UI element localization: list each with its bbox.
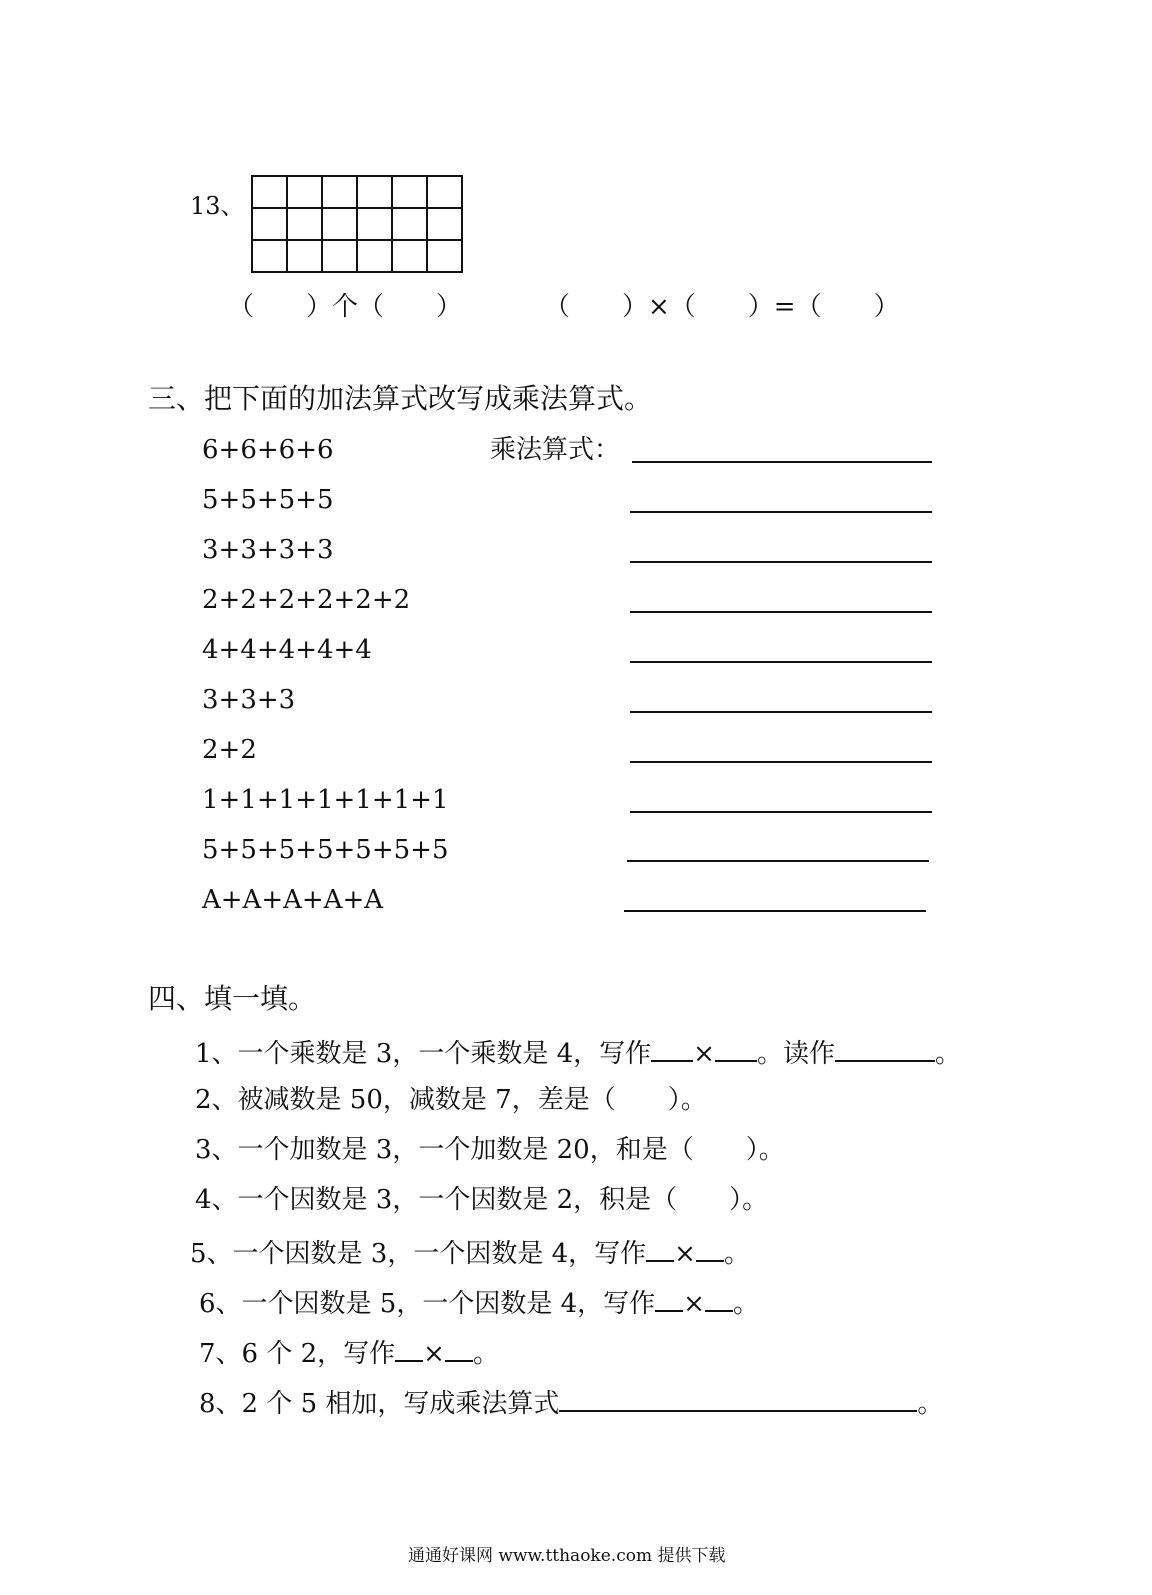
grid-cell — [427, 240, 462, 272]
question-5-text: 5、一个因数是 3，一个因数是 4，写作 — [190, 1239, 647, 1269]
addition-expression-7: 2+2 — [202, 735, 257, 765]
question-5-blank-b[interactable] — [696, 1234, 724, 1262]
question-6-blank-b[interactable] — [705, 1284, 733, 1312]
question-5-end: 。 — [723, 1239, 750, 1269]
grid-cell — [392, 208, 427, 240]
fill-question-2: 2、被减数是 50，减数是 7，差是（ ）。 — [195, 1085, 707, 1115]
fill-question-7 — [199, 1334, 499, 1370]
grid-cell — [287, 176, 322, 208]
grid-cell — [357, 240, 392, 272]
grid-cell — [252, 208, 287, 240]
question-5-blank-a[interactable] — [646, 1234, 674, 1262]
addition-expression-1: 6+6+6+6 — [202, 435, 334, 465]
answer-blank-5[interactable] — [630, 661, 932, 663]
answer-blank-8[interactable] — [630, 811, 932, 813]
footer-source: 通通好课网 www.tthaoke.com 提供下载 — [408, 1546, 726, 1566]
fill-question-5 — [190, 1234, 750, 1270]
fill-question-3: 3、一个加数是 3，一个加数是 20，和是（ ）。 — [195, 1135, 785, 1165]
question-1-blank-b[interactable] — [715, 1034, 757, 1062]
question-7-end: 。 — [472, 1339, 499, 1369]
question-1-text: 1、一个乘数是 3，一个乘数是 4，写作 — [195, 1039, 652, 1069]
question-1-read-blank[interactable] — [835, 1034, 935, 1062]
grid-row — [252, 176, 462, 208]
problem-13-number: 13、 — [190, 192, 245, 220]
problem-13-answer-left: （ ）个（ ） — [228, 292, 463, 322]
question-8-text: 8、2 个 5 相加，写成乘法算式 — [199, 1389, 560, 1419]
times-sign: × — [674, 1239, 696, 1269]
question-7-text: 7、6 个 2，写作 — [199, 1339, 396, 1369]
question-6-text: 6、一个因数是 5，一个因数是 4，写作 — [199, 1289, 656, 1319]
question-8-end: 。 — [917, 1389, 944, 1419]
addition-expression-5: 4+4+4+4+4 — [202, 635, 372, 665]
times-sign: × — [423, 1339, 445, 1369]
grid-cell — [427, 208, 462, 240]
grid-cell — [427, 176, 462, 208]
grid-cell — [287, 208, 322, 240]
grid-cell — [322, 208, 357, 240]
answer-blank-9[interactable] — [627, 860, 929, 862]
section-3-heading: 三、把下面的加法算式改写成乘法算式。 — [148, 382, 653, 415]
addition-expression-10: A+A+A+A+A — [202, 885, 384, 915]
answer-blank-1[interactable] — [632, 461, 932, 463]
grid-cell — [252, 240, 287, 272]
question-1-blank-a[interactable] — [651, 1034, 693, 1062]
grid-cell — [392, 240, 427, 272]
fill-question-8 — [199, 1384, 943, 1420]
multiplication-label: 乘法算式： — [490, 435, 621, 465]
question-8-blank[interactable] — [559, 1384, 917, 1412]
grid-cell — [252, 176, 287, 208]
question-6-blank-a[interactable] — [655, 1284, 683, 1312]
answer-blank-7[interactable] — [630, 761, 932, 763]
question-7-blank-a[interactable] — [395, 1334, 423, 1362]
answer-blank-4[interactable] — [630, 611, 932, 613]
question-7-blank-b[interactable] — [445, 1334, 473, 1362]
fill-question-1 — [195, 1034, 961, 1070]
answer-blank-6[interactable] — [630, 711, 932, 713]
grid-cell — [322, 176, 357, 208]
fill-question-6 — [199, 1284, 759, 1320]
grid-cell — [357, 208, 392, 240]
grid-row — [252, 240, 462, 272]
grid-cell — [322, 240, 357, 272]
answer-blank-10[interactable] — [624, 910, 926, 912]
problem-13-answer-right: （ ）×（ ）=（ ） — [544, 292, 900, 322]
grid-cell — [392, 176, 427, 208]
grid-cell — [287, 240, 322, 272]
counting-grid — [251, 175, 463, 273]
times-sign: × — [683, 1289, 705, 1319]
times-sign: × — [693, 1039, 715, 1069]
answer-blank-3[interactable] — [630, 561, 932, 563]
fill-question-4: 4、一个因数是 3，一个因数是 2，积是（ ）。 — [195, 1185, 769, 1215]
question-6-end: 。 — [732, 1289, 759, 1319]
section-4-heading: 四、填一填。 — [148, 982, 317, 1015]
addition-expression-9: 5+5+5+5+5+5+5 — [202, 835, 449, 865]
answer-blank-2[interactable] — [630, 511, 932, 513]
addition-expression-4: 2+2+2+2+2+2 — [202, 585, 411, 615]
question-1-end: 。 — [934, 1039, 961, 1069]
addition-expression-2: 5+5+5+5 — [202, 485, 334, 515]
question-1-read-text: 。读作 — [756, 1039, 835, 1069]
grid-row — [252, 208, 462, 240]
addition-expression-6: 3+3+3 — [202, 685, 296, 715]
grid-cell — [357, 176, 392, 208]
addition-expression-8: 1+1+1+1+1+1+1 — [202, 785, 449, 815]
addition-expression-3: 3+3+3+3 — [202, 535, 334, 565]
